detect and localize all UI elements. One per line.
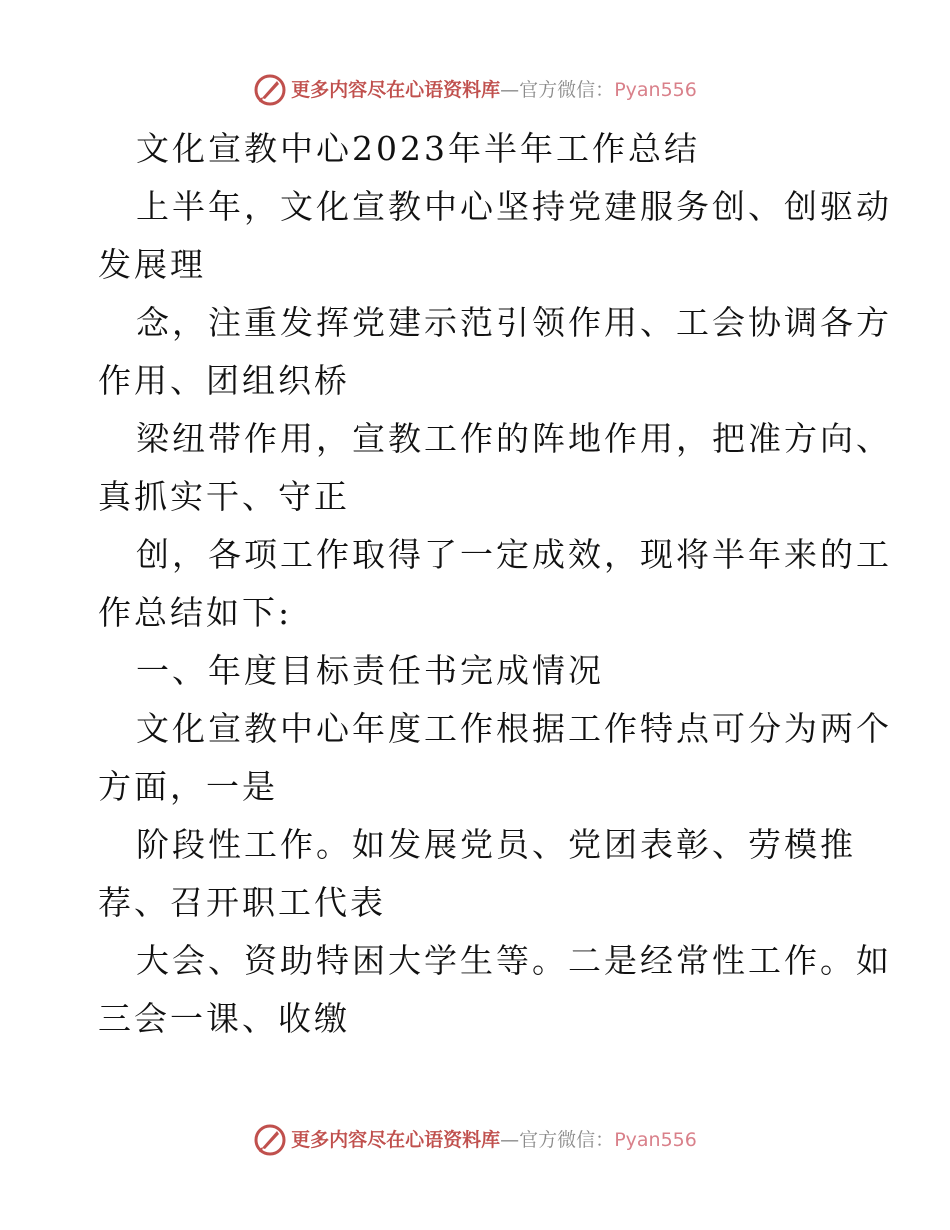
footer-watermark xyxy=(0,1120,950,1160)
paragraph-line: 荐、召开职工代表 xyxy=(98,883,386,922)
paragraph-line: 真抓实干、守正 xyxy=(98,477,350,516)
paragraph-line: 阶段性工作。如发展党员、党团表彰、劳模推 xyxy=(136,825,856,864)
quill-logo-icon xyxy=(253,1123,287,1157)
paragraph-line: 大会、资助特困大学生等。二是经常性工作。如 xyxy=(136,941,892,980)
watermark-dash: — xyxy=(500,79,520,101)
paragraph-line: 方面，一是 xyxy=(98,767,278,806)
watermark-wechat-label: 官方微信： xyxy=(519,79,615,101)
paragraph-line: 梁纽带作用，宣教工作的阵地作用，把准方向、 xyxy=(136,419,892,458)
quill-logo-icon xyxy=(253,73,287,107)
paragraph-line: 三会一课、收缴 xyxy=(98,999,350,1038)
document-title: 文化宣教中心2023年半年工作总结 xyxy=(136,129,700,168)
paragraph-line: 作总结如下: xyxy=(98,593,293,632)
section-heading: 一、年度目标责任书完成情况 xyxy=(136,651,604,690)
paragraph-line: 发展理 xyxy=(98,245,206,284)
paragraph-line: 作用、团组织桥 xyxy=(98,361,350,400)
watermark-wechat-label: 官方微信： xyxy=(519,1129,615,1151)
paragraph-line: 念，注重发挥党建示范引领作用、工会协调各方 xyxy=(136,303,892,342)
paragraph-line: 创，各项工作取得了一定成效，现将半年来的工 xyxy=(136,535,892,574)
header-watermark xyxy=(0,70,950,110)
watermark-site-text: 更多内容尽在心语资料库 xyxy=(291,1129,501,1151)
paragraph-line: 文化宣教中心年度工作根据工作特点可分为两个 xyxy=(136,709,892,748)
watermark-wechat-id: Pyan556 xyxy=(614,79,697,101)
document-body xyxy=(98,120,892,1048)
watermark-site-text: 更多内容尽在心语资料库 xyxy=(291,79,501,101)
watermark-dash: — xyxy=(500,1129,520,1151)
watermark-wechat-id: Pyan556 xyxy=(614,1129,697,1151)
paragraph-line: 上半年，文化宣教中心坚持党建服务创、创驱动 xyxy=(136,187,892,226)
